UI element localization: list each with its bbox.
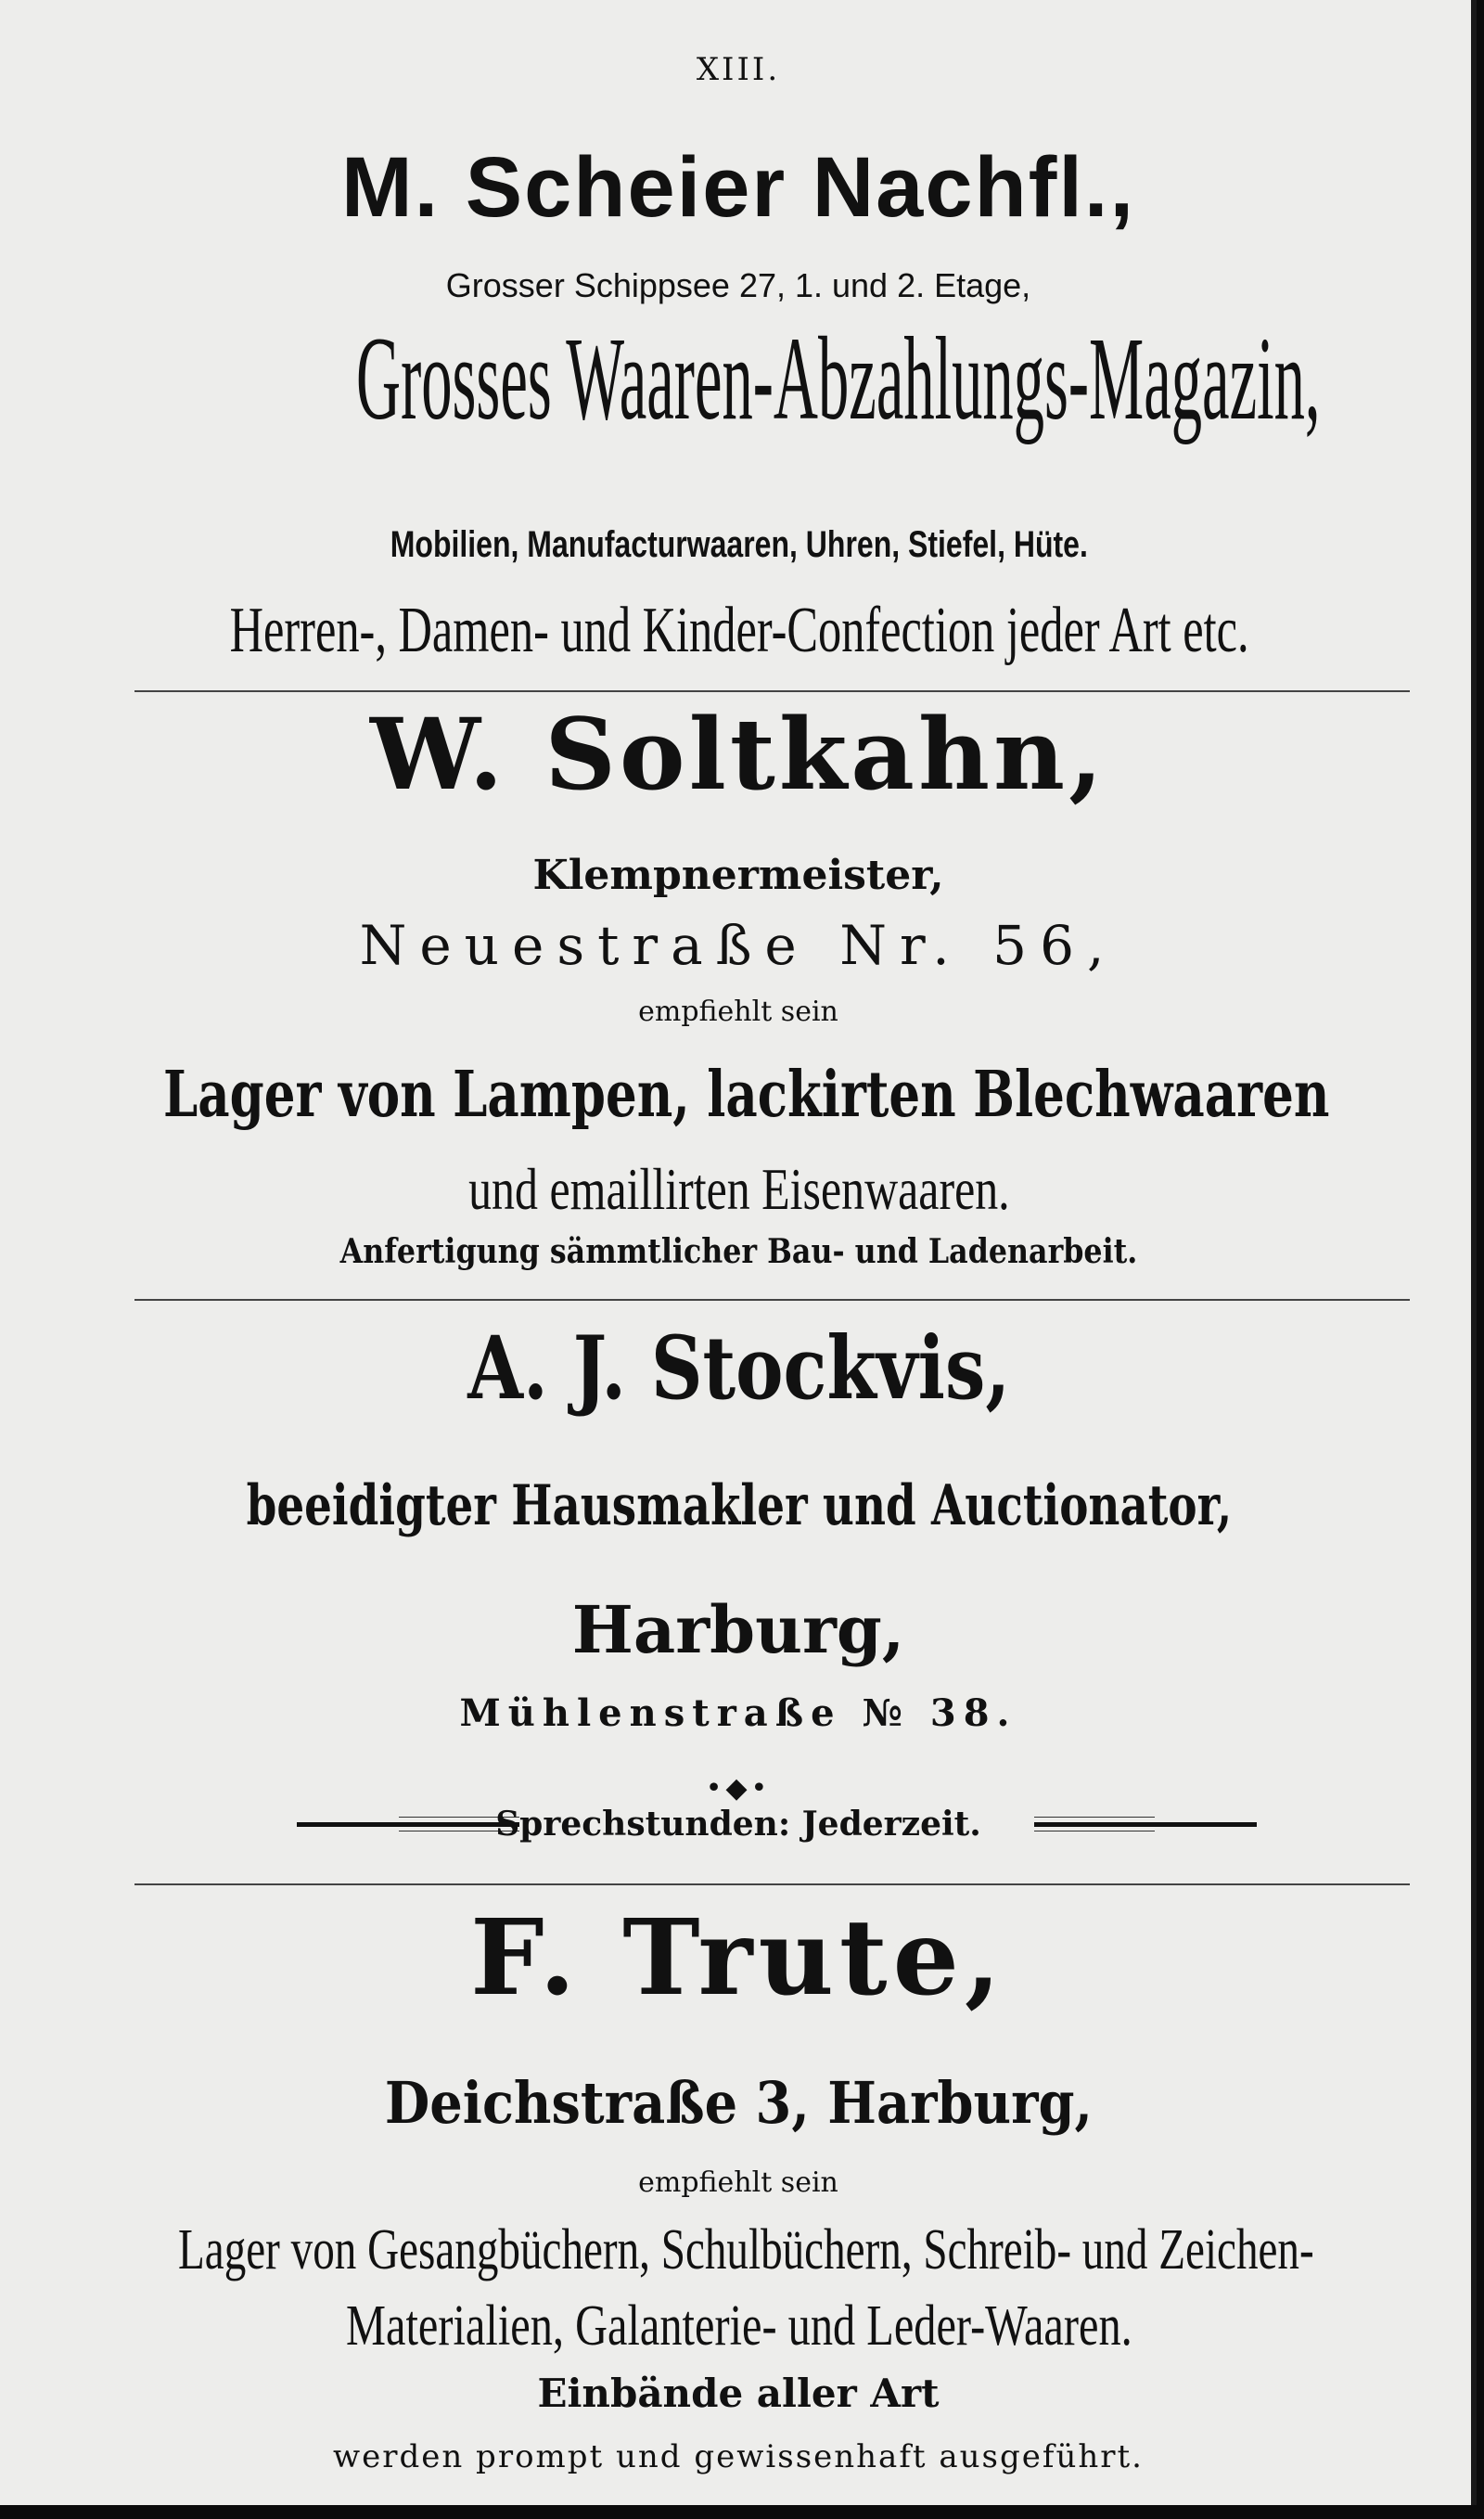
trute-name: F. Trute, [470,1897,1006,2019]
soltkahn-address: Neuestraße Nr. 56, [359,914,1118,977]
soltkahn-trade: Klempnermeister, [532,852,944,899]
scheier-goods: Mobilien, Manufacturwaaren, Uhren, Stiefel, Hüte. [390,524,1088,565]
ornament: •◆• [705,1772,772,1805]
soltkahn-name: W. Soltkahn, [370,696,1107,812]
trute-execution: werden prompt und gewissenhaft ausgeführt. [332,2438,1144,2475]
separator-3 [134,1883,1410,1885]
soltkahn-stock-line2: und emaillirten Eisenwaaren. [468,1156,1010,1222]
soltkahn-recommends: empfiehlt sein [638,996,838,1028]
scheier-headline: Grosses Waaren-Abzahlungs-Magazin, [356,313,1321,444]
scheier-confection: Herren-, Damen- und Kinder-Confection jeder Art etc. [229,595,1249,666]
separator-2 [134,1299,1410,1301]
scheier-name: M. Scheier Nachfl., [340,140,1136,235]
scheier-address: Grosser Schippsee 27, 1. und 2. Etage, [445,266,1031,304]
soltkahn-stock-line1: Lager von Lampen, lackirten Blechwaaren [163,1058,1330,1132]
trute-stock-line2: Materialien, Galanterie- und Leder-Waaren. [346,2294,1132,2358]
stockvis-profession: beeidigter Hausmakler und Auctionator, [246,1473,1233,1538]
page-number: XIII. [696,51,781,88]
separator-1 [134,690,1410,692]
stockvis-city: Harburg, [571,1591,905,1668]
stockvis-address: Mühlenstraße № 38. [459,1691,1017,1735]
trute-recommends: empfiehlt sein [638,2166,838,2199]
soltkahn-service: Anfertigung sämmtlicher Bau- und Ladenarbeit. [339,1232,1138,1271]
decorative-rule-right [1034,1817,1257,1831]
trute-address: Deichstraße 3, Harburg, [384,2069,1093,2137]
stockvis-hours: Sprechstunden: Jederzeit. [495,1805,981,1844]
trute-binding: Einbände aller Art [537,2371,940,2416]
trute-stock-line1: Lager von Gesangbüchern, Schulbüchern, Schreib- und Zeichen- [178,2218,1314,2281]
stockvis-name: A. J. Stockvis, [467,1317,1011,1420]
